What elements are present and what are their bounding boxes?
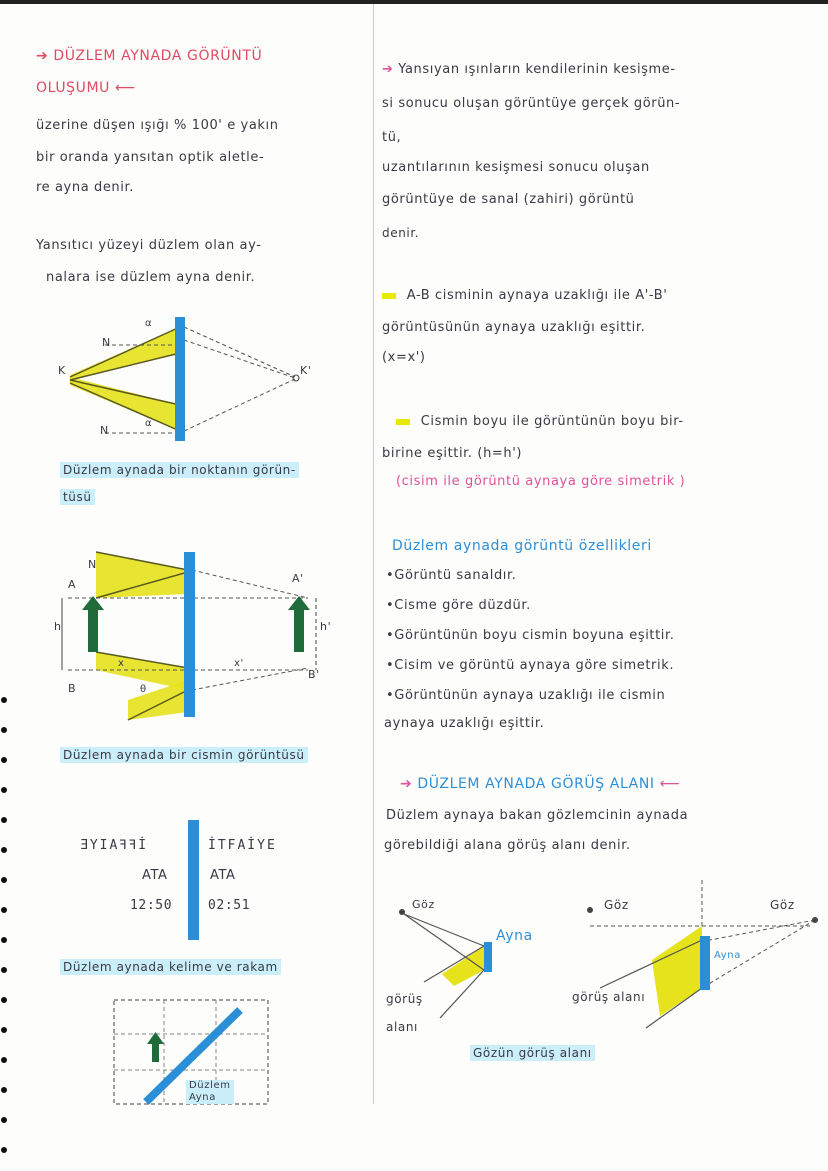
image-arrow-shaft: [294, 608, 304, 652]
object-arrow-shaft: [88, 608, 98, 652]
label-x: x: [118, 658, 125, 669]
label-goz-1: Göz: [412, 898, 435, 911]
def2-line1: Yansıtıcı yüzeyi düzlem olan ay-: [36, 238, 262, 253]
p1-line3: tü,: [382, 130, 402, 145]
caption-field-wrap: [470, 1046, 595, 1060]
caption-point-cont-wrap: [60, 490, 95, 504]
label-k-prime: K': [300, 364, 312, 377]
eye-icon-3: [812, 917, 818, 923]
figure-words-mirror: [188, 820, 202, 940]
mirror-word-reversed: ƎYIAꟻꟻİ: [80, 838, 149, 853]
label-n-bottom: N: [100, 424, 109, 437]
notebook-spiral: [0, 0, 14, 1171]
property-5-cont: aynaya uzaklığı eşittir.: [384, 716, 545, 731]
arrow-left-icon-2: ⟵: [659, 776, 681, 792]
arrow-right-icon: ➔: [36, 48, 49, 64]
arrow-right-icon-3: ➔: [400, 776, 413, 792]
p3-line1: [382, 288, 667, 303]
p2-line3: denir.: [382, 226, 420, 240]
eye-icon: [399, 909, 405, 915]
label-alpha-bottom: α: [145, 418, 153, 429]
p3-line3: (x=x'): [382, 350, 426, 365]
caption-point-line1: Düzlem aynada bir noktanın görün-: [60, 462, 299, 478]
heading-field-of-view: [400, 776, 680, 792]
label-gorus-alani-2: görüş alanı: [572, 990, 646, 1004]
figure-point-image: [50, 305, 330, 455]
p2-line1: uzantılarının kesişmesi sonucu oluşan: [382, 160, 650, 175]
label-theta: θ: [140, 684, 147, 695]
label-h: h: [54, 620, 62, 633]
diag-mirror-label: [186, 1080, 234, 1104]
p1-line2: si sonucu oluşan görüntüye gerçek görün-: [382, 96, 681, 111]
properties-title: Düzlem aynada görüntü özellikleri: [392, 538, 652, 554]
caption-object: Düzlem aynada bir cismin görüntüsü: [60, 747, 308, 763]
label-alpha-top: α: [145, 318, 153, 329]
eye-icon-2: [587, 907, 593, 913]
p1-line1: [382, 62, 676, 77]
label-n-top: N: [102, 336, 111, 349]
label-ayna-2: Ayna: [714, 950, 741, 961]
property-1: •Görüntü sanaldır.: [386, 568, 517, 583]
label-goz-2: Göz: [604, 898, 629, 912]
property-2: •Cisme göre düzdür.: [386, 598, 531, 613]
def2-line2: nalara ise düzlem ayna denir.: [46, 270, 256, 285]
label-gorus-1: görüş: [386, 992, 423, 1006]
def1-line3: re ayna denir.: [36, 180, 134, 195]
label-alani-1: alanı: [386, 1020, 418, 1034]
mirror-ata-left: ATA: [142, 868, 168, 883]
heading-plane-mirror: [36, 48, 262, 64]
label-b-prime: B': [308, 668, 320, 681]
p1-line1-text: Yansıyan ışınların kendilerinin kesişme-: [398, 62, 676, 77]
label-x-prime: x': [234, 658, 244, 669]
p3-line1-text: A-B cisminin aynaya uzaklığı ile A'-B': [406, 288, 668, 303]
diag-mirror-label-2: Ayna: [186, 1092, 234, 1104]
def1-line2: bir oranda yansıtan optik aletle-: [36, 150, 265, 165]
property-3: •Görüntünün boyu cismin boyuna eşittir.: [386, 628, 675, 643]
heading-line2-wrap: [36, 80, 136, 96]
label-b: B: [68, 682, 77, 695]
def1-line1: üzerine düşen ışığı % 100' e yakın: [36, 118, 279, 133]
mirror-icon-2: [184, 552, 195, 717]
p4-line3: (cisim ile görüntü aynaya göre simetrik ): [396, 474, 686, 489]
caption-object-wrap: [60, 748, 308, 762]
label-h-prime: h': [320, 620, 332, 633]
property-4: •Cisim ve görüntü aynaya göre simetrik.: [386, 658, 675, 673]
label-ayna-1: Ayna: [496, 928, 533, 944]
diag-mirror-label-1: Düzlem: [186, 1080, 234, 1092]
p2-line2: görüntüye de sanal (zahiri) görüntü: [382, 192, 635, 207]
p3-line2: görüntüsünün aynaya uzaklığı eşittir.: [382, 320, 646, 335]
mirror-time-right: 02:51: [208, 898, 251, 913]
column-divider: [373, 4, 374, 1104]
mirror-ata-right: ATA: [210, 868, 236, 883]
label-n: N: [88, 558, 97, 571]
property-5: •Görüntünün aynaya uzaklığı ile cismin: [386, 688, 666, 703]
heading-line2: OLUŞUMU: [36, 80, 111, 96]
caption-words-wrap: [60, 960, 281, 974]
mirror-icon: [175, 317, 185, 441]
mirror-word-normal: İTFAİYE: [208, 838, 277, 853]
p4-line1: [396, 414, 684, 429]
mirror-time-left: 12:50: [130, 898, 173, 913]
label-k: K: [58, 364, 66, 377]
p4-line1-text: Cismin boyu ile görüntünün boyu bir-: [420, 414, 684, 429]
caption-point: [60, 463, 299, 477]
arrow-right-icon-2: ➔: [382, 62, 394, 77]
top-edge: [0, 0, 828, 4]
caption-field-of-view: Gözün görüş alanı: [470, 1045, 595, 1061]
bullet-marker-2: [396, 419, 410, 425]
heading-field-of-view-text: DÜZLEM AYNADA GÖRÜŞ ALANI: [417, 776, 655, 792]
caption-words: Düzlem aynada kelime ve rakam: [60, 959, 281, 975]
heading-line1: DÜZLEM AYNADA GÖRÜNTÜ: [53, 48, 263, 64]
figure-field-of-view-1: [384, 890, 524, 1030]
label-goz-3: Göz: [770, 898, 795, 912]
label-a-prime: A': [292, 572, 304, 585]
arrow-left-icon: ⟵: [115, 80, 136, 96]
label-a: A: [68, 578, 77, 591]
def3-line2: görebildiği alana görüş alanı denir.: [384, 838, 631, 853]
p4-line2: birine eşittir. (h=h'): [382, 446, 523, 461]
def3-line1: Düzlem aynaya bakan gözlemcinin aynada: [386, 808, 689, 823]
bullet-marker: [382, 293, 396, 299]
caption-point-line2: tüsü: [60, 489, 95, 505]
